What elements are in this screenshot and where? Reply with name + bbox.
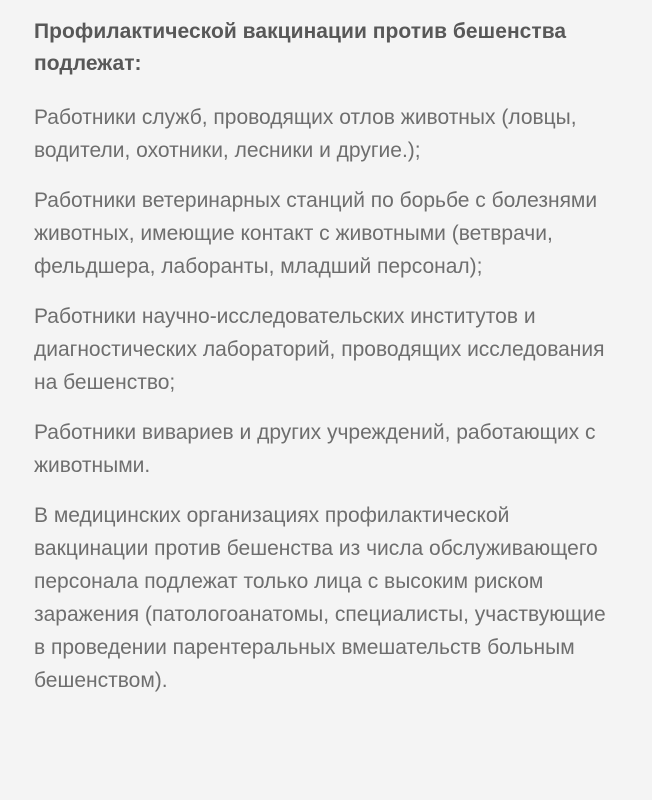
paragraph-veterinary-stations: Работники ветеринарных станций по борьбе с болезнями животных, имеющие контакт с животными (ветврачи, фельдшера, лаборанты, младший персонал); — [34, 189, 598, 278]
paragraph-animal-catchers: Работники служб, проводящих отлов животных (ловцы, водители, охотники, лесники и другие.); — [34, 106, 577, 162]
paragraph-medical-organizations: В медицинских организациях профилактической вакцинации против бешенства из числа обслуживающего персонала подлежат только лица с высоким риском заражения (патологоанатомы, специалисты, участвующие в проведении парентеральных вмешательств больным бешенством). — [34, 504, 606, 692]
paragraph-vivariums: Работники вивариев и других учреждений, работающих с животными. — [34, 421, 596, 477]
document-heading: Профилактической вакцинации против бешенства подлежат: — [34, 20, 567, 75]
paragraph-research-institutes: Работники научно-исследовательских институтов и диагностических лабораторий, проводящих исследования на бешенство; — [34, 305, 605, 394]
